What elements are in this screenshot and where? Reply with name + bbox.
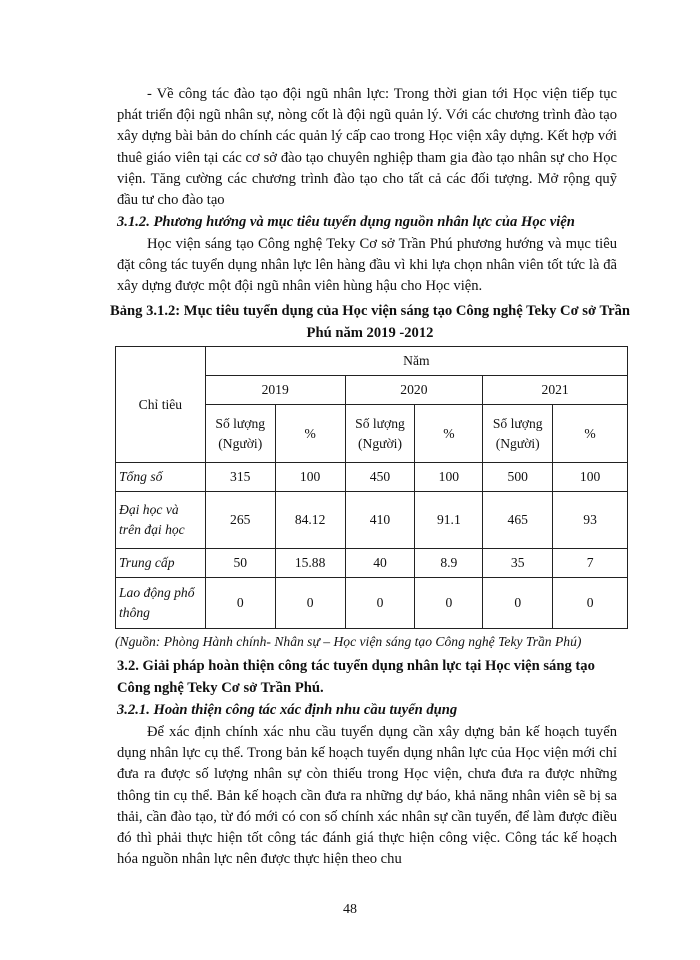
page-number: 48: [343, 902, 357, 917]
paragraph-direction: Học viện sáng tạo Công nghệ Teky Cơ sở Trần Phú phương hướng và mục tiêu đặt công tác tuyển dụng nhân lực lên hàng đầu vì khi lựa chọn nhân viên tốt tức là đã xây dựng được một đội ngũ nhân viên hùng hậu cho Học viện.: [117, 236, 617, 295]
table-sub-header-qty: Số lượng (Người): [205, 405, 275, 463]
row-label: Tổng số: [116, 463, 206, 492]
paragraph-demand: Để xác định chính xác nhu cầu tuyển dụng cần xây dựng bản kế hoạch tuyển dụng nhân lực cụ thể. Trong bản kế hoạch tuyển dụng nhân lực của Học viện mới chỉ đưa ra được số lượng nhân sự còn thiếu trong Học viện, chưa đưa ra được những thông tin cụ thể. Bản kế hoạch cần đưa ra những dự báo, khả năng nhân viên sẽ bị sa thải, cần đào tạo, từ đó mới có con số chính xác nhân sự cần tuyển, để làm được điều đó thì phải thực hiện tốt công tác đánh giá thực hiện công việc. Công tác kế hoạch hóa nguồn nhân lực nên được thực hiện theo chu: [117, 724, 617, 868]
table-cell: 93: [553, 492, 628, 549]
table-sub-header-pct: %: [553, 405, 628, 463]
table-cell: 450: [345, 463, 415, 492]
table-year-header: 2020: [345, 376, 483, 405]
table-row: [116, 549, 628, 578]
table-row: [116, 463, 628, 492]
section-heading-3-2: 3.2. Giải pháp hoàn thiện công tác tuyển dụng nhân lực tại Học viện sáng tạo Công nghệ Teky Cơ sở Trần Phú.: [117, 658, 595, 696]
table-cell: 0: [553, 578, 628, 629]
row-label: Trung cấp: [116, 549, 206, 578]
table-cell: 0: [275, 578, 345, 629]
table-sub-header-qty: Số lượng (Người): [345, 405, 415, 463]
table-caption: Bảng 3.1.2: Mục tiêu tuyển dụng của Học viện sáng tạo Công nghệ Teky Cơ sở Trần Phú năm 2019 -2012: [110, 303, 630, 341]
table-cell: 15.88: [275, 549, 345, 578]
table-cell: 7: [553, 549, 628, 578]
table-cell: 0: [483, 578, 553, 629]
table-row: [116, 578, 628, 629]
table-cell: 465: [483, 492, 553, 549]
table-cell: 410: [345, 492, 415, 549]
row-label: Lao động phổ thông: [116, 578, 206, 629]
table-cell: 0: [345, 578, 415, 629]
table-cell: 0: [415, 578, 483, 629]
table-stub-header: Chỉ tiêu: [116, 347, 206, 463]
table-cell: 265: [205, 492, 275, 549]
table-cell: 100: [553, 463, 628, 492]
table-cell: 0: [205, 578, 275, 629]
table-year-header: 2021: [483, 376, 628, 405]
table-cell: 35: [483, 549, 553, 578]
table-cell: 84.12: [275, 492, 345, 549]
table-cell: 315: [205, 463, 275, 492]
table-sub-header-pct: %: [275, 405, 345, 463]
table-cell: 100: [415, 463, 483, 492]
section-heading-3-2-1: 3.2.1. Hoàn thiện công tác xác định nhu cầu tuyển dụng: [117, 702, 458, 718]
table-cell: 40: [345, 549, 415, 578]
table-sub-header-pct: %: [415, 405, 483, 463]
section-heading-3-1-2: 3.1.2. Phương hướng và mục tiêu tuyển dụng nguồn nhân lực của Học viện: [117, 214, 575, 230]
table-row: [116, 492, 628, 549]
recruitment-target-table: [115, 346, 628, 629]
table-cell: 50: [205, 549, 275, 578]
row-label: Đại học và trên đại học: [116, 492, 206, 549]
table-year-header: 2019: [205, 376, 345, 405]
table-cell: 500: [483, 463, 553, 492]
table-cell: 91.1: [415, 492, 483, 549]
table-year-group-header: Năm: [205, 347, 627, 376]
table-cell: 8.9: [415, 549, 483, 578]
paragraph-training: - Về công tác đào tạo đội ngũ nhân lực: Trong thời gian tới Học viện tiếp tục phát triển đội ngũ nhân sự, nòng cốt là đội ngũ quản lý. Với các chương trình đào tạo xây dựng bài bản do chính các quản lý cấp cao trong Học viện xây dựng. Kết hợp với thuê giáo viên tại các cơ sở đào tạo chuyên nghiệp tham gia đào tạo nhân sự cho Học viện. Tăng cường các chương trình đào tạo cho tất cả các đối tượng. Mở rộng quỹ đầu tư cho đào tạo: [117, 86, 617, 209]
table-sub-header-qty: Số lượng (Người): [483, 405, 553, 463]
table-source-note: (Nguồn: Phòng Hành chính- Nhân sự – Học viện sáng tạo Công nghệ Teky Trần Phú): [115, 634, 582, 649]
table-cell: 100: [275, 463, 345, 492]
